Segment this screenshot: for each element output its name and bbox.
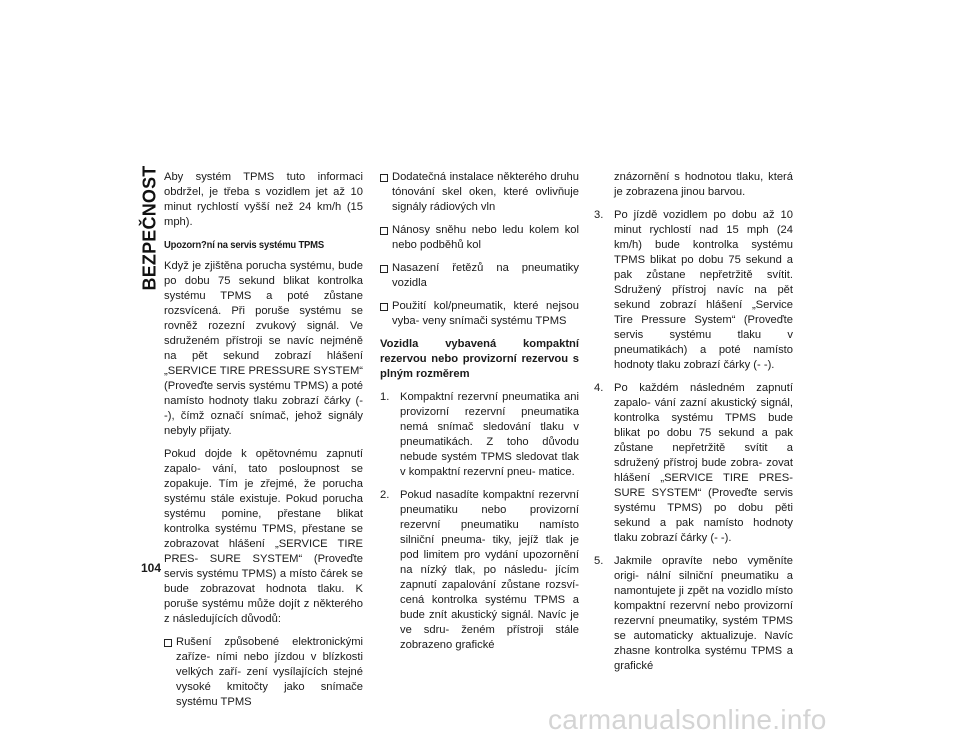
bullet-text: Použití kol/pneumatik, které nejsou vyba- veny snímači systému TPMS (392, 300, 579, 327)
item-number: 5. (594, 555, 604, 567)
item-number: 3. (594, 209, 604, 221)
bullet-item (380, 261, 579, 291)
bullet-item (380, 299, 579, 329)
item-number: 1. (380, 391, 390, 403)
text-column-3 (594, 170, 793, 682)
numbered-item (594, 554, 793, 674)
item-text: Po jízdě vozidlem po dobu až 10 minut rychlostí nad 15 mph (24 km/h) bude kontrolka systému TPMS blikat po dobu 75 sekund a pak zůstane nepřetržitě svítit. Sdružený přístroj navíc na pět sekund zobrazí hlášení „Service Tire Pressure System“ (Proveďte servis systému tlaku v pneumatikách) a poté namísto hodnoty tlaku zobrazí čárky (- -). (614, 209, 793, 371)
numbered-item (594, 208, 793, 373)
numbered-item (594, 381, 793, 546)
bullet-item (164, 635, 363, 710)
item-number: 2. (380, 489, 390, 501)
paragraph: Když je zjištěna porucha systému, bude po dobu 75 sekund blikat kontrolka systému TPMS a poté zůstane rozsvícená. Při poruše systému se rovněž rozezní zvukový signál. Ve sdruženém přístroji se navíc nejméně na pět sekund zobrazí hlášení „SERVICE TIRE PRESSURE SYSTEM“ (Proveďte servis systému TPMS) a poté namísto hodnoty tlaku zobrazí čárky (- -), čímž označí snímač, jehož signály nebyly přijaty. (164, 260, 363, 437)
section-side-tab (138, 165, 162, 291)
item-text: Jakmile opravíte nebo vyměníte origi- nální silniční pneumatiku a namontujete ji zpět na vozidlo místo kompaktní rezervní nebo provizorní rezervní pneumatiky, systém TPMS se automaticky aktualizuje. Navíc zhasne kontrolka systému TPMS a grafické (614, 555, 793, 672)
section-title: BEZPEČNOST (139, 165, 160, 291)
checkbox-bullet-icon (380, 174, 388, 182)
bullet-item (380, 170, 579, 215)
text-column-1 (164, 170, 363, 718)
checkbox-bullet-icon (380, 303, 388, 311)
page-number: 104 (141, 561, 162, 575)
bullet-item (380, 223, 579, 253)
section-heading: Vozidla vybavená kompaktní rezervou nebo provizorní rezervou s plným rozměrem (380, 338, 579, 380)
numbered-item (380, 488, 579, 653)
checkbox-bullet-icon (380, 227, 388, 235)
item-text: Pokud nasadíte kompaktní rezervní pneumatiku nebo provizorní rezervní pneumatiku namísto silniční pneuma- tiky, jejíž tlak je pod limitem pro vydání upozornění na nízký tlak, po následu- jícím zapnutí zapalování zůstane rozsví- cená kontrolka systému TPMS a bude znít akustický signál. Navíc je ve sdru- ženém přístroji stále zobrazeno grafické (400, 489, 579, 651)
paragraph: Aby systém TPMS tuto informaci obdržel, je třeba s vozidlem jet až 10 minut rychlostí vyšší než 24 km/h (15 mph). (164, 171, 363, 228)
text-column-2 (380, 170, 579, 661)
bullet-text: Nasazení řetězů na pneumatiky vozidla (392, 262, 579, 289)
item-text: Kompaktní rezervní pneumatika ani provizorní rezervní pneumatika nemá snímač sledování tlaku v pneumatikách. Z toho důvodu nebude systém TPMS sledovat tlak v kompaktní rezervní pneu- matice. (400, 391, 579, 478)
section-subheading: Upozorn?ní na servis systému TPMS (164, 239, 325, 251)
checkbox-bullet-icon (164, 639, 172, 647)
numbered-item (380, 390, 579, 480)
bullet-text: Dodatečná instalace některého druhu tónování skel oken, které ovlivňuje signály rádiových vln (392, 171, 579, 213)
bullet-text: Nánosy sněhu nebo ledu kolem kol nebo podběhů kol (392, 224, 579, 251)
paragraph: Pokud dojde k opětovnému zapnutí zapalo- vání, tato posloupnost se zopakuje. Tím je zřejmé, že porucha systému stále existuje. Pokud porucha systému pomine, přestane blikat kontrolka systému TPMS, přestane se zobrazovat hlášení „SERVICE TIRE PRES- SURE SYSTEM“ (Proveďte servis systému TPMS) a místo čárek se bude zobrazovat hodnota tlaku. K poruše systému může dojít z některého z následujících důvodů: (164, 448, 363, 625)
watermark: carmanualsonline.info (548, 704, 827, 735)
bullet-text: Rušení způsobené elektronickými zaříze- ními nebo jízdou v blízkosti velkých zaří- zení vysílajících stejné vysoké kmitočty jako snímače systému TPMS (176, 636, 363, 708)
checkbox-bullet-icon (380, 265, 388, 273)
item-text: Po každém následném zapnutí zapalo- vání zazní akustický signál, kontrolka systému TPMS bude blikat po dobu 75 sekund a pak zůstane nepřetržitě svítit a sdružený přístroj bude zobra- zovat hlášení „SERVICE TIRE PRES- SURE SYSTEM“ (Proveďte servis systému TPMS) po dobu pěti sekund a pak namísto hodnoty tlaku zobrazí čárky (- -). (614, 382, 793, 544)
item-number: 4. (594, 382, 604, 394)
item-continuation: znázornění s hodnotou tlaku, která je zobrazena jinou barvou. (614, 171, 793, 198)
